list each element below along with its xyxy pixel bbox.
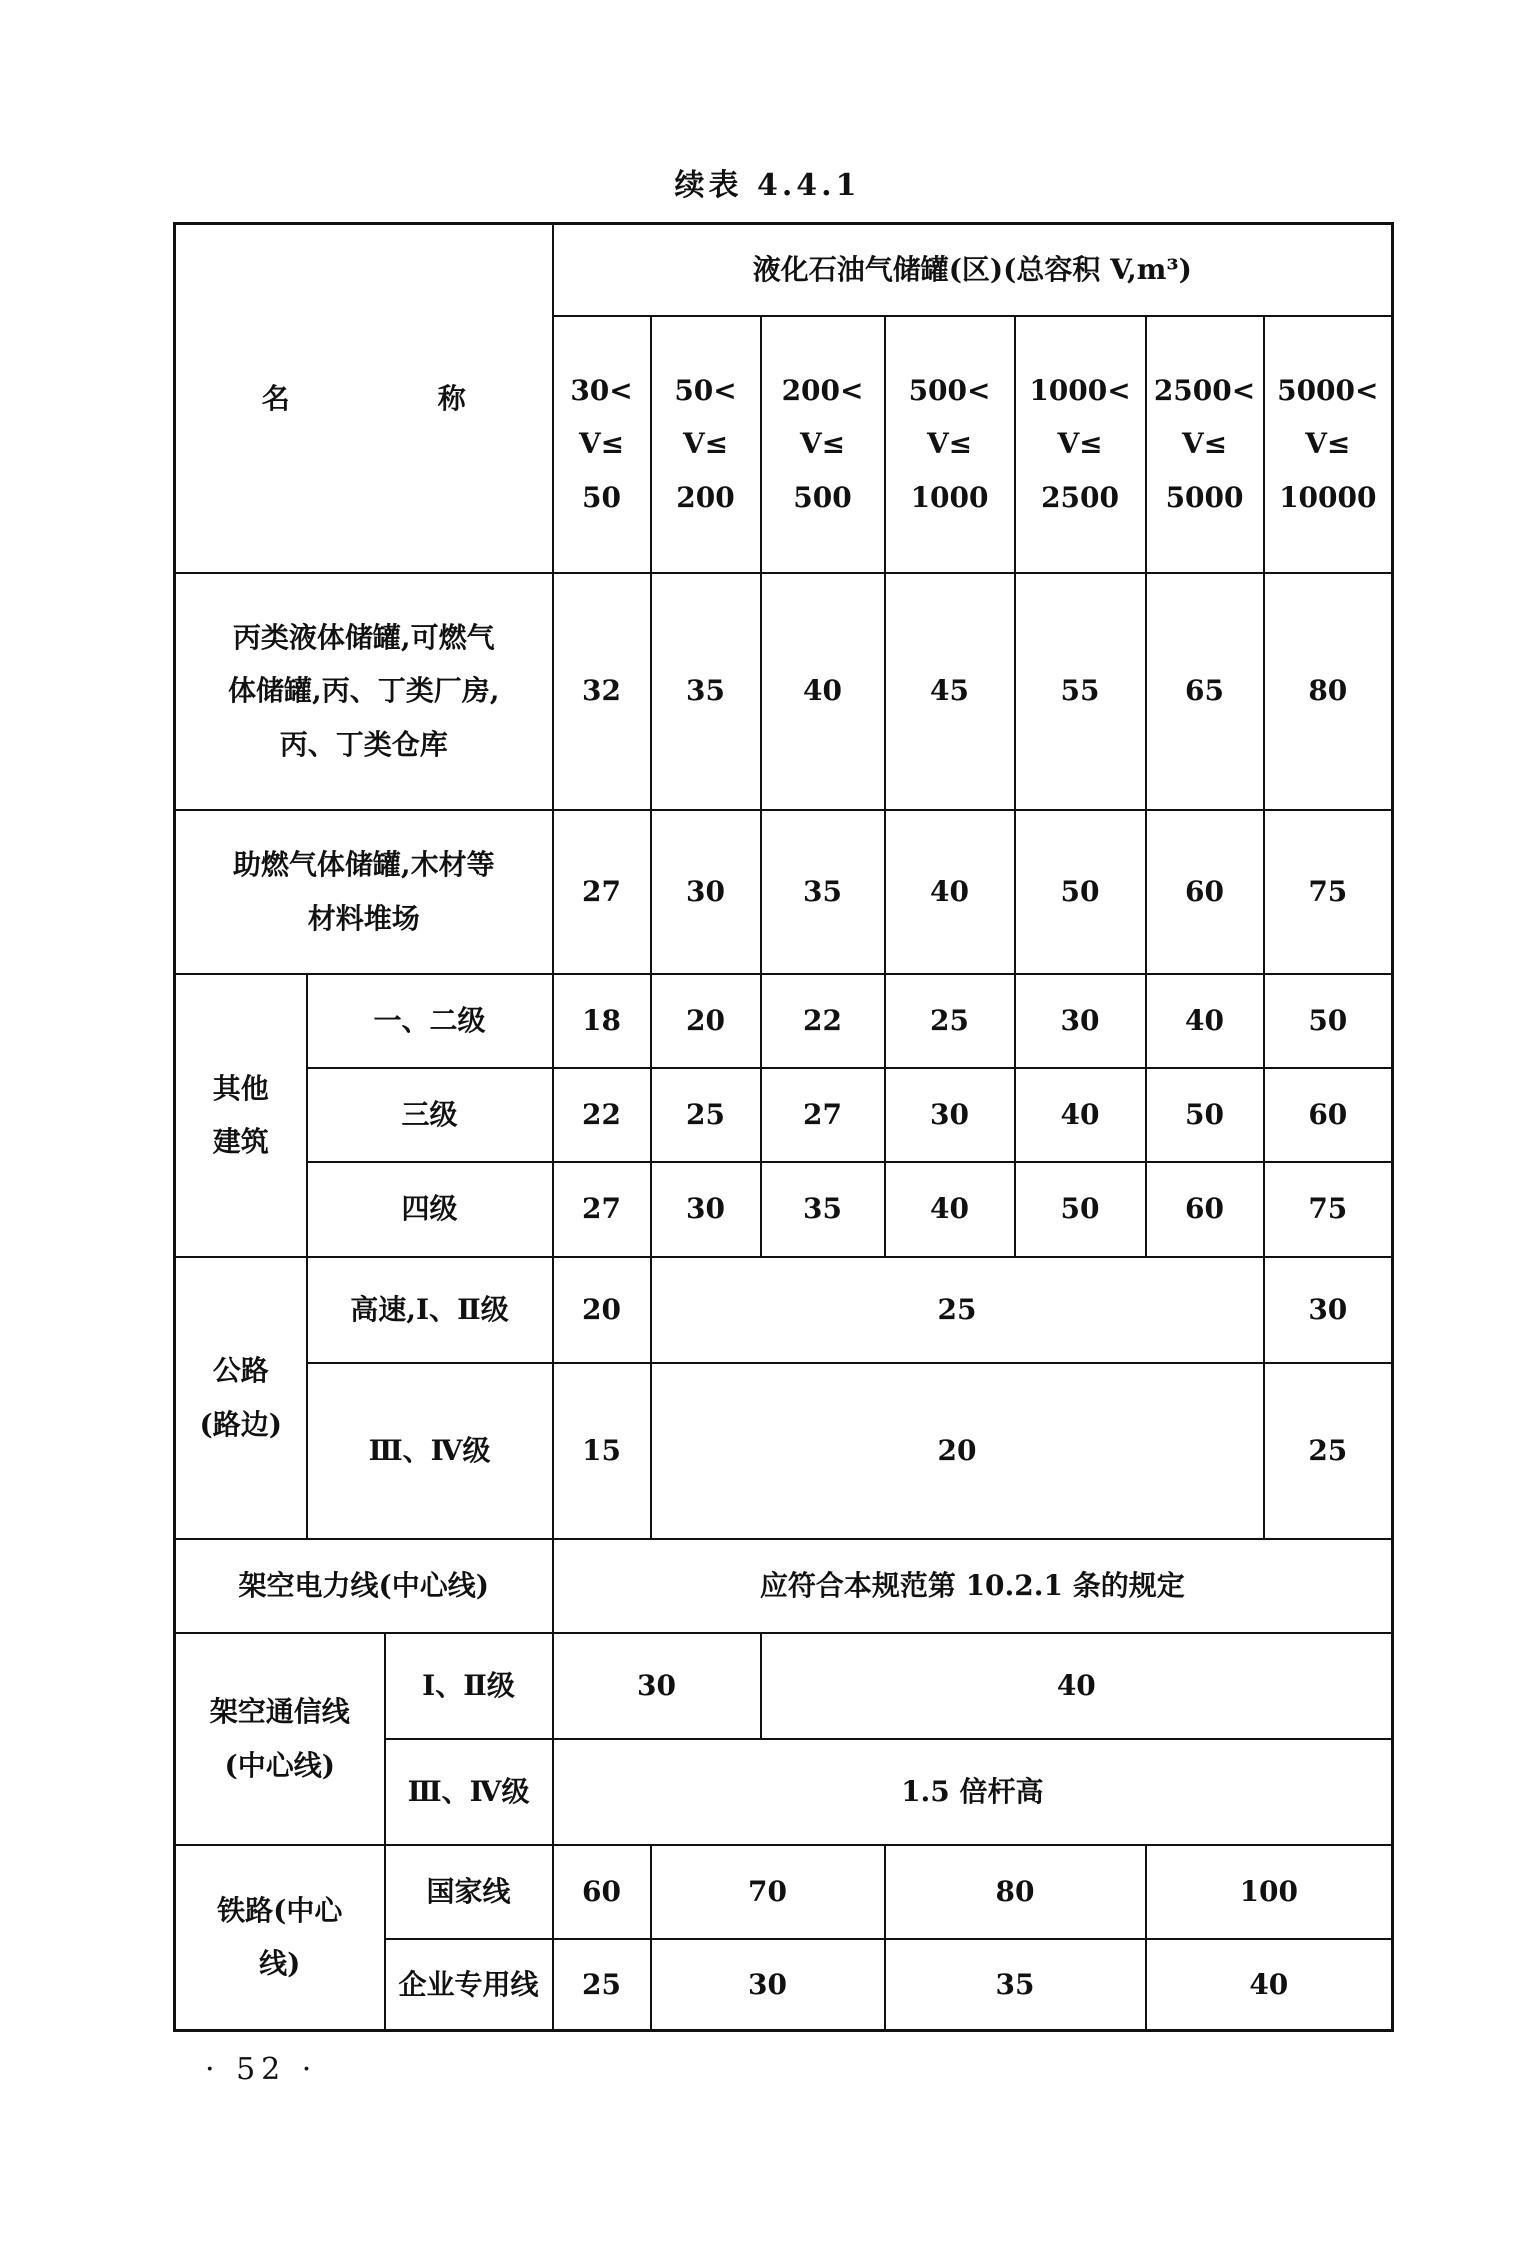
table-cell: 40 [1015,1068,1146,1162]
row-label: 架空电力线(中心线) [175,1539,553,1633]
header-range: 30< V≤ 50 [553,316,651,573]
table-cell: 40 [761,1633,1393,1739]
table-cell: 30 [1264,1257,1393,1363]
table-row [175,1068,1393,1162]
table-cell: 20 [651,1363,1264,1539]
table-cell: 20 [553,1257,651,1363]
table-cell: 20 [651,974,761,1068]
table-cell: 70 [651,1845,885,1939]
table-cell: 80 [1264,573,1393,810]
table-cell: 27 [553,810,651,974]
table-cell: 45 [885,573,1015,810]
row-sublabel: 高速,Ⅰ、Ⅱ级 [307,1257,553,1363]
table-row [175,1845,1393,1939]
table-row [175,573,1393,810]
table-row [175,1633,1393,1739]
table-cell: 40 [885,1162,1015,1257]
row-sublabel: 四级 [307,1162,553,1257]
header-group: 液化石油气储罐(区)(总容积 V,m³) [553,224,1393,316]
table-cell: 35 [885,1939,1146,2031]
table-cell: 40 [885,810,1015,974]
row-sublabel: Ⅰ、Ⅱ级 [385,1633,553,1739]
row-group-label: 公路(路边) [175,1257,307,1539]
table-cell: 30 [553,1633,761,1739]
row-sublabel: 三级 [307,1068,553,1162]
table-cell: 22 [761,974,885,1068]
row-sublabel: Ⅲ、Ⅳ级 [307,1363,553,1539]
row-sublabel: 国家线 [385,1845,553,1939]
table-cell: 100 [1146,1845,1393,1939]
header-range: 500< V≤ 1000 [885,316,1015,573]
table-cell: 30 [651,1939,885,2031]
table-cell: 60 [1146,810,1264,974]
table-cell: 18 [553,974,651,1068]
table-cell: 75 [1264,810,1393,974]
table-cell: 60 [553,1845,651,1939]
table-cell: 25 [1264,1363,1393,1539]
table-cell: 25 [651,1257,1264,1363]
table-cell: 60 [1146,1162,1264,1257]
table-cell: 1.5 倍杆高 [553,1739,1393,1845]
header-range: 50< V≤ 200 [651,316,761,573]
table-cell: 55 [1015,573,1146,810]
spacing-table [173,222,1394,2032]
row-label: 助燃气体储罐,木材等材料堆场 [175,810,553,974]
header-range: 2500< V≤ 5000 [1146,316,1264,573]
table-cell: 40 [1146,1939,1393,2031]
row-group-label: 其他建筑 [175,974,307,1257]
table-cell: 35 [651,573,761,810]
row-group-label: 架空通信线(中心线) [175,1633,385,1845]
table-cell: 应符合本规范第 10.2.1 条的规定 [553,1539,1393,1633]
table-row [175,1257,1393,1363]
table-cell: 50 [1264,974,1393,1068]
header-range: 200< V≤ 500 [761,316,885,573]
table-cell: 27 [553,1162,651,1257]
table-cell: 50 [1015,810,1146,974]
table-cell: 15 [553,1363,651,1539]
table-cell: 35 [761,1162,885,1257]
table-row [175,810,1393,974]
table-cell: 25 [885,974,1015,1068]
header-range: 5000< V≤ 10000 [1264,316,1393,573]
header-range: 1000< V≤ 2500 [1015,316,1146,573]
table-cell: 40 [1146,974,1264,1068]
row-label: 丙类液体储罐,可燃气体储罐,丙、丁类厂房,丙、丁类仓库 [175,573,553,810]
table-cell: 27 [761,1068,885,1162]
table-cell: 30 [651,1162,761,1257]
table-cell: 32 [553,573,651,810]
table-cell: 50 [1146,1068,1264,1162]
table-cell: 60 [1264,1068,1393,1162]
page-number: · 52 · [205,2052,318,2087]
table-cell: 25 [553,1939,651,2031]
table-caption: 续表 4.4.1 [674,168,861,203]
table-cell: 65 [1146,573,1264,810]
table-cell: 22 [553,1068,651,1162]
table-row [175,1363,1393,1539]
table-cell: 80 [885,1845,1146,1939]
table-cell: 30 [651,810,761,974]
table-row [175,974,1393,1068]
row-sublabel: 企业专用线 [385,1939,553,2031]
table-cell: 30 [1015,974,1146,1068]
table-cell: 30 [885,1068,1015,1162]
table-row [175,1162,1393,1257]
table-cell: 40 [761,573,885,810]
row-sublabel: Ⅲ、Ⅳ级 [385,1739,553,1845]
row-group-label: 铁路(中心线) [175,1845,385,2031]
table-row [175,1539,1393,1633]
table-cell: 50 [1015,1162,1146,1257]
header-name: 名 称 [175,224,553,573]
table-cell: 35 [761,810,885,974]
table-cell: 75 [1264,1162,1393,1257]
table-cell: 25 [651,1068,761,1162]
row-sublabel: 一、二级 [307,974,553,1068]
